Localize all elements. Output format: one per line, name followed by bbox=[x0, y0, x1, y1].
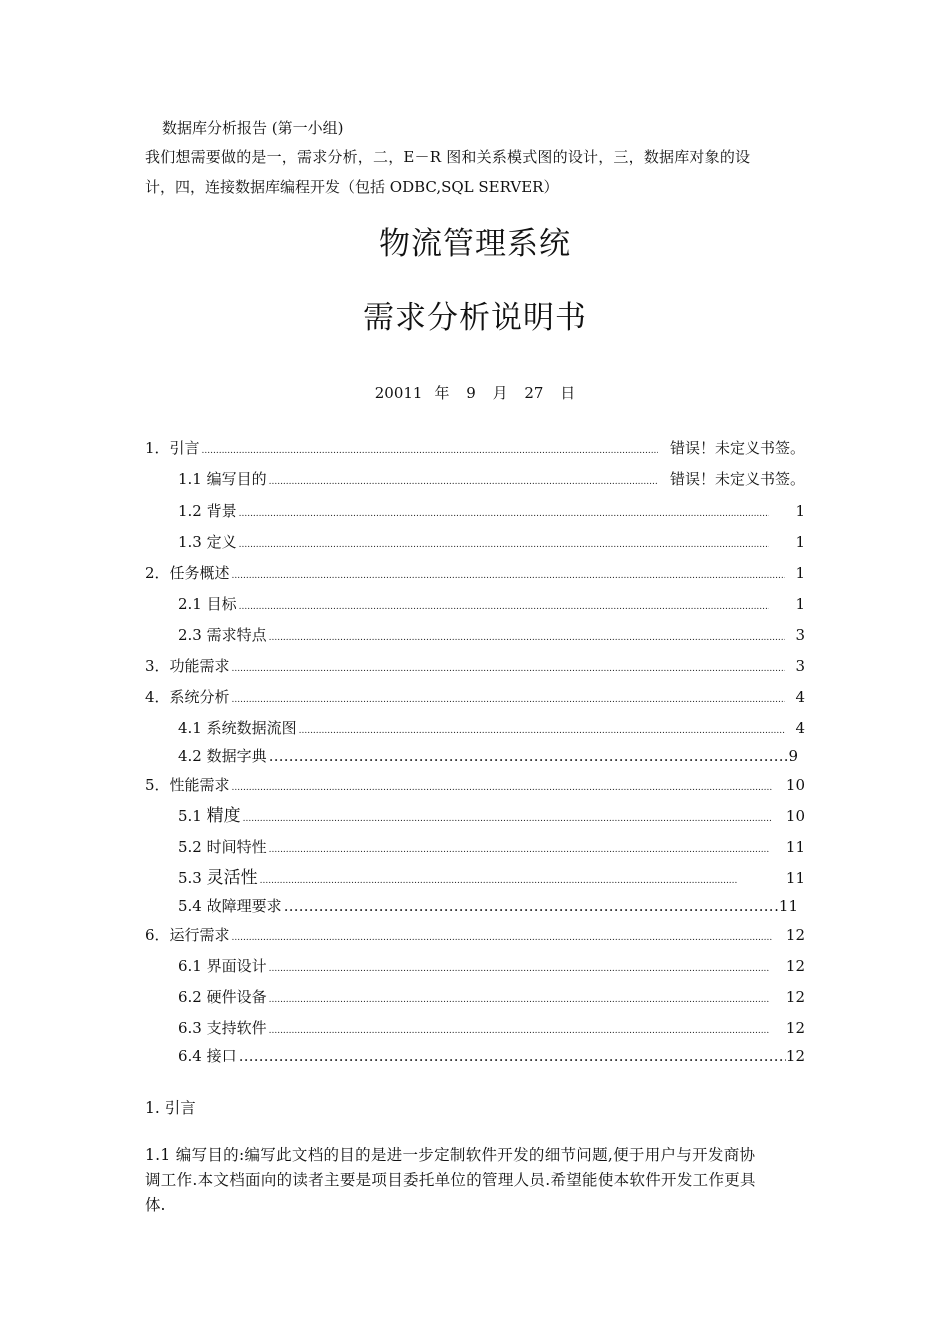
toc-entry[interactable] bbox=[145, 437, 805, 459]
date-year-unit: 年 bbox=[434, 384, 450, 402]
toc-entry-label: 2．任务概述 bbox=[145, 564, 230, 582]
toc-entry-label: 6.4 接口 bbox=[178, 1047, 237, 1065]
sub-title: 需求分析说明书 bbox=[363, 300, 587, 336]
date-day: 27 bbox=[524, 384, 544, 402]
toc-leader bbox=[269, 989, 770, 1011]
toc-entry-text: 精度 bbox=[206, 806, 241, 826]
toc-entry-page: 12 bbox=[785, 1047, 805, 1065]
date-month: 9 bbox=[466, 384, 476, 402]
toc-leader bbox=[239, 596, 770, 618]
toc-entry-page: 1 bbox=[795, 595, 805, 613]
toc-entry-page: 10 bbox=[785, 776, 805, 794]
toc-entry-label: 1.2 背景 bbox=[178, 502, 237, 520]
toc-leader bbox=[284, 895, 775, 917]
date-year: 20011 bbox=[374, 384, 423, 402]
toc-entry-number: 5.1 bbox=[178, 807, 207, 825]
toc-entry-label: 6.1 界面设计 bbox=[178, 957, 267, 975]
toc-entry[interactable] bbox=[178, 805, 805, 827]
toc-entry[interactable] bbox=[178, 593, 805, 615]
toc-entry-page: 4 bbox=[795, 688, 805, 706]
toc-entry[interactable] bbox=[178, 745, 798, 767]
toc-entry[interactable] bbox=[178, 895, 798, 917]
toc-entry-label: 6.2 硬件设备 bbox=[178, 988, 267, 1006]
toc-leader bbox=[269, 745, 789, 767]
intro-line-1: 我们想需要做的是一，需求分析，二，E－R 图和关系模式图的设计，三，数据库对象的设 bbox=[145, 148, 751, 166]
toc-entry-page: 11 bbox=[785, 869, 805, 887]
toc-leader bbox=[299, 720, 786, 742]
report-title: 数据库分析报告 (第一小组) bbox=[162, 119, 344, 137]
toc-entry-page: 11 bbox=[785, 838, 805, 856]
section-heading: 1. 引言 bbox=[145, 1099, 196, 1117]
main-title: 物流管理系统 bbox=[379, 226, 571, 262]
toc-entry[interactable] bbox=[178, 1017, 805, 1039]
toc-entry-label: 5．性能需求 bbox=[145, 776, 230, 794]
toc-entry-page: 12 bbox=[785, 988, 805, 1006]
toc-entry-label: 4.2 数据字典 bbox=[178, 747, 267, 765]
toc-entry-label: 1.1 编写目的 bbox=[178, 470, 267, 488]
toc-entry-label: 4．系统分析 bbox=[145, 688, 230, 706]
toc-entry-page: 4 bbox=[795, 719, 805, 737]
toc-entry-label: 5.2 时间特性 bbox=[178, 838, 267, 856]
body-paragraph-line-1: 1.1 编写目的:编写此文档的目的是进一步定制软件开发的细节问题,便于用户与开发商协 bbox=[145, 1146, 756, 1164]
body-paragraph-line-2: 调工作.本文档面向的读者主要是项目委托单位的管理人员.希望能使本软件开发工作更具 bbox=[145, 1171, 756, 1189]
toc-leader bbox=[239, 503, 770, 525]
toc-entry[interactable] bbox=[178, 624, 805, 646]
toc-leader bbox=[232, 658, 786, 680]
toc-entry[interactable] bbox=[145, 686, 805, 708]
toc-entry[interactable] bbox=[178, 1045, 805, 1067]
toc-entry-label: 1．引言 bbox=[145, 439, 200, 457]
toc-entry-page: 10 bbox=[785, 807, 805, 825]
toc-entry-page: 12 bbox=[785, 957, 805, 975]
toc-entry-page: 3 bbox=[795, 626, 805, 644]
toc-entry-page: 错误！未定义书签。 bbox=[669, 439, 805, 457]
toc-entry-page: .11 bbox=[774, 897, 798, 915]
toc-entry-label: 2.3 需求特点 bbox=[178, 626, 267, 644]
toc-entry-label: 2.1 目标 bbox=[178, 595, 237, 613]
toc-entry-page: 1 bbox=[795, 533, 805, 551]
toc-leader bbox=[243, 808, 772, 830]
toc-entry-page: 1 bbox=[795, 564, 805, 582]
date-day-unit: 日 bbox=[560, 384, 576, 402]
toc-entry[interactable] bbox=[145, 774, 805, 796]
toc-entry-label bbox=[178, 805, 241, 827]
toc-leader bbox=[269, 839, 770, 861]
toc-entry-page: 1 bbox=[795, 502, 805, 520]
toc-entry-label bbox=[178, 867, 258, 889]
toc-leader bbox=[239, 534, 770, 556]
toc-leader bbox=[269, 1020, 770, 1042]
toc-entry-page: 12 bbox=[785, 926, 805, 944]
toc-entry[interactable] bbox=[145, 924, 805, 946]
document-date bbox=[0, 382, 950, 403]
toc-leader bbox=[232, 927, 772, 949]
toc-leader bbox=[239, 1045, 786, 1067]
toc-leader bbox=[232, 777, 772, 799]
toc-entry-page: 3 bbox=[795, 657, 805, 675]
toc-entry[interactable] bbox=[145, 562, 805, 584]
toc-entry-number: 5.3 bbox=[178, 869, 207, 887]
toc-entry[interactable] bbox=[178, 500, 805, 522]
toc-leader bbox=[232, 565, 786, 587]
toc-entry-text: 灵活性 bbox=[206, 868, 258, 888]
intro-line-2: 计，四，连接数据库编程开发（包括 ODBC,SQL SERVER） bbox=[145, 178, 559, 196]
toc-entry-label: 6．运行需求 bbox=[145, 926, 230, 944]
toc-leader bbox=[260, 870, 738, 892]
toc-entry[interactable] bbox=[178, 717, 805, 739]
toc-entry-label: 3．功能需求 bbox=[145, 657, 230, 675]
toc-leader bbox=[202, 440, 658, 462]
toc-entry[interactable] bbox=[178, 468, 805, 490]
toc-entry-label: 1.3 定义 bbox=[178, 533, 237, 551]
toc-entry[interactable] bbox=[145, 655, 805, 677]
toc-entry-label: 4.1 系统数据流图 bbox=[178, 719, 297, 737]
body-paragraph-line-3: 体. bbox=[145, 1196, 166, 1214]
toc-leader bbox=[269, 471, 658, 493]
date-month-unit: 月 bbox=[492, 384, 508, 402]
toc-entry[interactable] bbox=[178, 955, 805, 977]
toc-entry-label: 6.3 支持软件 bbox=[178, 1019, 267, 1037]
toc-leader bbox=[232, 689, 786, 711]
toc-entry[interactable] bbox=[178, 531, 805, 553]
toc-leader bbox=[269, 958, 770, 980]
toc-entry-page: 12 bbox=[785, 1019, 805, 1037]
toc-entry[interactable] bbox=[178, 986, 805, 1008]
toc-entry[interactable] bbox=[178, 867, 805, 889]
toc-entry-page: 9 bbox=[788, 747, 798, 765]
toc-entry-page: 错误！未定义书签。 bbox=[669, 470, 805, 488]
toc-leader bbox=[269, 627, 786, 649]
toc-entry[interactable] bbox=[178, 836, 805, 858]
toc-entry-label: 5.4 故障理要求 bbox=[178, 897, 282, 915]
